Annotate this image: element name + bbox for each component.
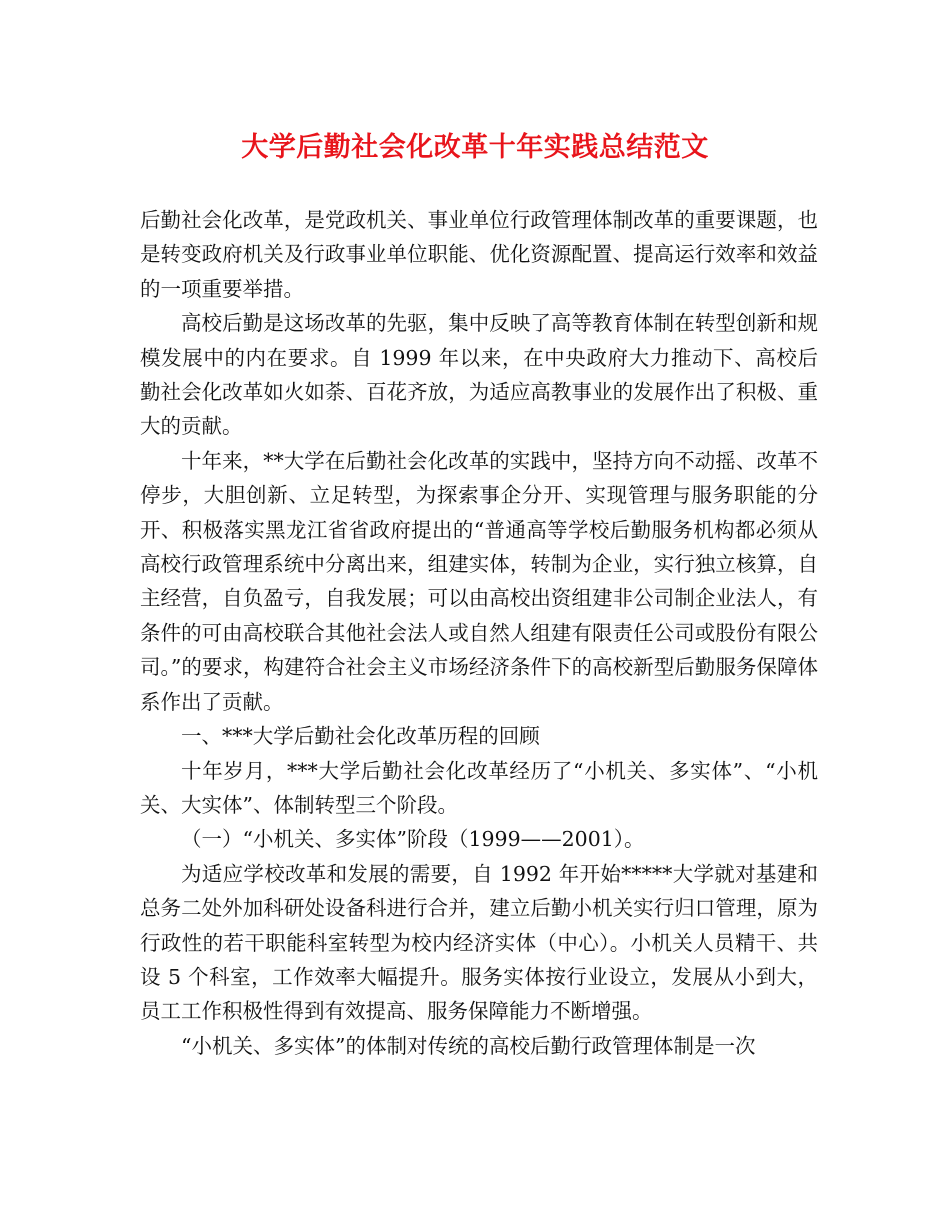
paragraph-three-stages: 十年岁月，***大学后勤社会化改革经历了“小机关、多实体”、“小机关、大实体”、体制转型三个阶段。 [140,758,818,817]
document-title: 大学后勤社会化改革十年实践总结范文 [241,132,709,163]
section-heading-review: 一、***大学后勤社会化改革历程的回顾 [181,724,540,749]
paragraph-system-evaluation: “小机关、多实体”的体制对传统的高校后勤行政管理体制是一次 [181,1033,756,1058]
paragraph-intro: 后勤社会化改革，是党政机关、事业单位行政管理体制改革的重要课题，也是转变政府机关及行政事业单位职能、优化资源配置、提高运行效率和效益的一项重要举措。 [140,208,818,301]
document-body [140,203,818,1063]
subsection-heading-stage-one: （一）“小机关、多实体”阶段（1999——2001）。 [181,827,645,852]
paragraph-ten-years: 十年来，**大学在后勤社会化改革的实践中，坚持方向不动摇、改革不停步，大胆创新、立足转型，为探索事企分开、实现管理与服务职能的分开、积极落实黑龙江省省政府提出的“普通高等学校后勤服务机构都必须从高校行政管理系统中分离出来，组建实体，转制为企业，实行独立核算，自主经营，自负盈亏，自我发展；可以由高校出资组建非公司制企业法人，有条件的可由高校联合其他社会法人或自然人组建有限责任公司或股份有限公司。”的要求，构建符合社会主义市场经济条件下的高校新型后勤服务保障体系作出了贡献。 [140,448,818,714]
paragraph-pioneer: 高校后勤是这场改革的先驱，集中反映了高等教育体制在转型创新和规模发展中的内在要求。自 1999 年以来，在中央政府大力推动下、高校后勤社会化改革如火如荼、百花齐放，为适应高教事业的发展作出了积极、重大的贡献。 [140,311,818,439]
paragraph-1992-merger: 为适应学校改革和发展的需要，自 1992 年开始*****大学就对基建和总务二处外加科研处设备科进行合并，建立后勤小机关实行归口管理，原为行政性的若干职能科室转型为校内经济实体（中心）。小机关人员精干、共设 5 个科室，工作效率大幅提升。服务实体按行业设立，发展从小到大，员工工作积极性得到有效提高、服务保障能力不断增强。 [140,861,818,1024]
